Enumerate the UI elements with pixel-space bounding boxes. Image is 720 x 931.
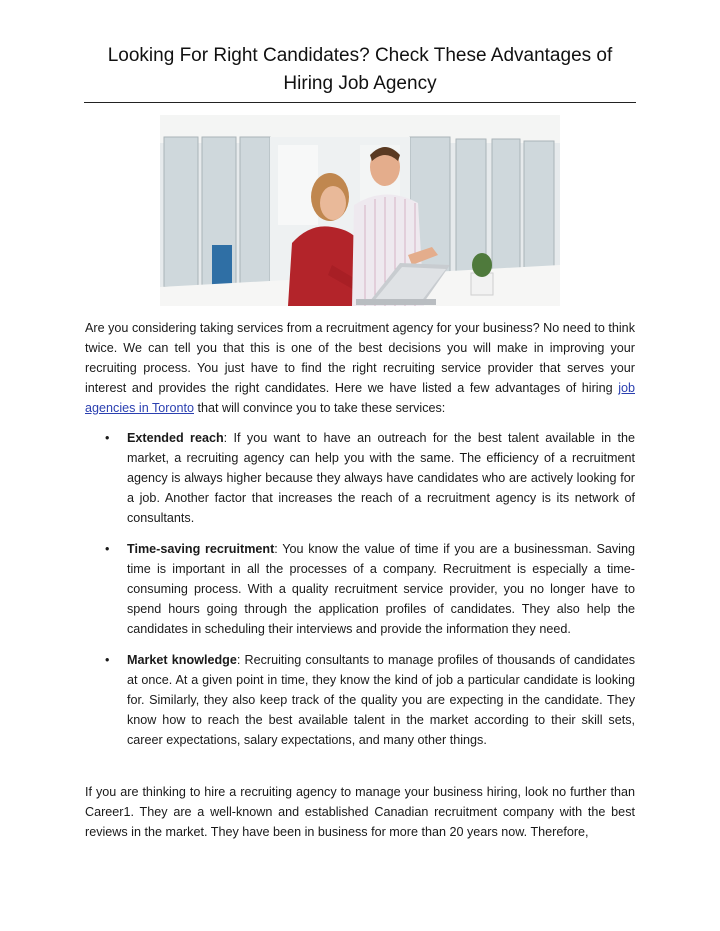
intro-text-after: that will convince you to take these services:: [194, 401, 446, 415]
bullet-icon: •: [105, 431, 110, 445]
advantage-heading: Time-saving recruitment: [127, 542, 275, 556]
advantage-text: : If you want to have an outreach for the best talent available in the market, a recruiting agency can help you with the same. The efficiency of a recruitment agency is always higher because they always have candidates who are actively looking for a job. Another factor that increases the reach of a recruitment agency is its network of consultants.: [127, 431, 635, 525]
list-item: [85, 539, 635, 639]
bullet-icon: •: [105, 542, 110, 556]
advantage-heading: Extended reach: [127, 431, 224, 445]
advantage-heading: Market knowledge: [127, 653, 237, 667]
list-item: [85, 650, 635, 750]
title-divider: [84, 102, 636, 103]
advantage-text: : Recruiting consultants to manage profiles of thousands of candidates at once. At a given point in time, they know the kind of job a particular candidate is looking for. Similarly, they also keep track of the quality you are expecting in the candidate. They know how to reach the best available talent in the market according to their skill sets, career expectations, salary expectations, and many other things.: [127, 653, 635, 747]
outro-paragraph: If you are thinking to hire a recruiting agency to manage your business hiring, look no further than Career1. They are a well-known and established Canadian recruitment company with the best reviews in the market. They have been in business for more than 20 years now. Therefore,: [85, 785, 635, 839]
job-agencies-toronto-link[interactable]: job agencies in Toronto: [85, 381, 635, 415]
intro-text: Are you considering taking services from a recruitment agency for your business? No need to think twice. We can tell you that this is one of the best decisions you will make in improving your recruiting process. You just have to find the right recruiting service provider that serves your interest and provides the right candidates. Here we have listed a few advantages of hiring: [85, 321, 635, 395]
advantages-list: [85, 428, 635, 761]
advantage-text: : You know the value of time if you are a businessman. Saving time is important in all the processes of a company. Recruitment is especially a time-consuming process. With a quality recruitment service provider, you no longer have to spend hours going through the application profiles of candidates. They also help the candidates in scheduling their interviews and provide the information they need.: [127, 542, 635, 636]
list-item: [85, 428, 635, 528]
intro-paragraph: [85, 318, 635, 418]
bullet-icon: •: [105, 653, 110, 667]
page-title: Looking For Right Candidates? Check These Advantages of Hiring Job Agency: [107, 45, 613, 94]
office-photo: [160, 115, 560, 306]
